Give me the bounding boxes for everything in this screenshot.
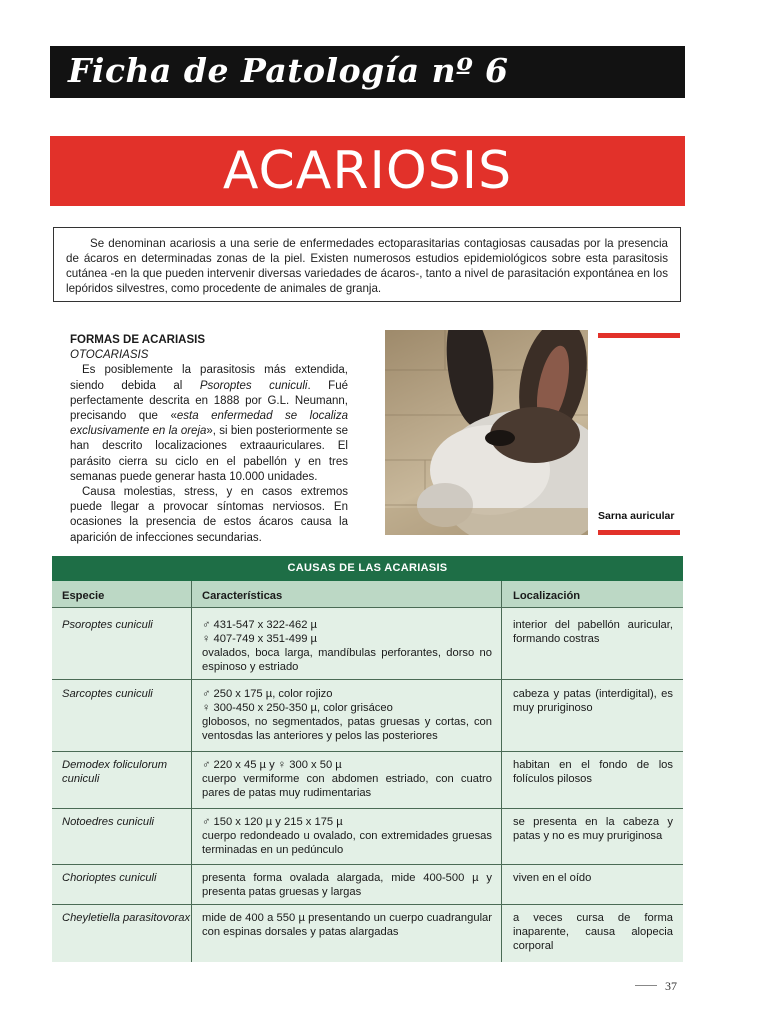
article-subheading: OTOCARIASIS — [70, 349, 149, 362]
causes-table — [52, 556, 683, 962]
column-header-localizacion: Localización — [513, 590, 581, 602]
table-row-characteristics — [202, 758, 492, 800]
table-row-characteristics — [202, 815, 492, 857]
table-row-location: viven en el oído — [513, 872, 592, 884]
article-p1-species: Psoroptes cuniculi — [199, 379, 308, 392]
characteristic-line: mide de 400 a 550 µ presentando un cuerpo cuadrangular con espinas dorsales y patas alargadas — [202, 912, 492, 938]
column-header-caracteristicas: Características — [202, 590, 283, 602]
article-p1-b: . Fué perfectamente descrita en 1888 por G.L. Neumann, precisando que « — [70, 379, 348, 423]
rabbit-photo — [385, 330, 588, 535]
table-row-location: interior del pabellón auricular, formando costras — [513, 619, 673, 645]
table-row-species: Chorioptes cuniculi — [62, 872, 157, 884]
intro-box — [53, 227, 681, 302]
table-row-location: a veces cursa de forma inaparente, causa alopecia corporal — [513, 912, 673, 952]
article-p1-c: », si bien posteriormente se han descrito localizaciones extraauriculares. El parásito cierra su ciclo en el pabellón y en tres semanas puede generar hasta 10.000 unidades. — [70, 425, 348, 483]
characteristic-line: presenta forma ovalada alargada, mide 400-500 µ y presenta patas gruesas y largas — [202, 872, 492, 898]
row-divider — [52, 808, 683, 809]
article-paragraph-2: Causa molestias, stress, y en casos extremos puede llegar a provocar síntomas nerviosos. En ocasiones la presencia de estos ácaros causa la aparición de infecciones secundarias. — [70, 486, 348, 544]
header-bar — [50, 46, 685, 98]
row-divider — [52, 864, 683, 865]
characteristic-line: cuerpo redondeado u ovalado, con extremidades gruesas terminadas en un pedúnculo — [202, 830, 492, 856]
article-p1-quote: esta enfermedad se localiza exclusivamente en la oreja — [70, 410, 348, 438]
rabbit-illustration — [385, 330, 588, 535]
title-band — [50, 136, 685, 206]
characteristic-line: ♀ 300-450 x 250-350 µ, color grisáceo — [202, 702, 393, 714]
article-heading: FORMAS DE ACARIASIS — [70, 334, 206, 346]
article-p1-a: Es posiblemente la parasitosis más extendida, siendo debida al — [70, 364, 348, 392]
characteristic-line: ♂ 150 x 120 µ y 215 x 175 µ — [202, 816, 343, 828]
table-header-row — [52, 581, 683, 607]
caption-rule-top — [598, 333, 680, 338]
caption-rule-bottom — [598, 530, 680, 535]
table-row-location: se presenta en la cabeza y patas y no es muy pruriginosa — [513, 816, 673, 842]
header-title: Ficha de Patología nº 6 — [68, 51, 509, 90]
intro-text: Se denominan acariosis a una serie de enfermedades ectoparasitarias contagiosas causadas por la presencia de ácaros en determinadas zonas de la piel. Existen numerosos estudios epidemiológicos sobre esta parasitosis cutánea -en la que pueden intervenir diversas variedades de ácaros-, tanto a nivel de parasitación expontánea en los lepóridos silvestres, como procedente de animales de granja. — [66, 237, 668, 295]
article-paragraph-1 — [70, 363, 348, 485]
row-divider — [52, 751, 683, 752]
table-row-characteristics — [202, 618, 492, 674]
photo-caption: Sarna auricular — [598, 510, 675, 522]
table-row-species: Psoroptes cuniculi — [62, 619, 153, 631]
characteristic-line: cuerpo vermiforme con abdomen estriado, con cuatro pares de patas muy rudimentarias — [202, 773, 492, 799]
table-row-species: Cheyletiella parasitovorax — [62, 912, 191, 924]
column-header-especie: Especie — [62, 590, 105, 602]
table-row-species: Notoedres cuniculi — [62, 816, 155, 828]
characteristic-line: ♂ 431-547 x 322-462 µ — [202, 619, 317, 631]
table-row-characteristics — [202, 687, 492, 743]
table-row-species: Sarcoptes cuniculi — [62, 688, 153, 700]
characteristic-line: ♂ 250 x 175 µ, color rojizo — [202, 688, 333, 700]
page-number: 37 — [665, 979, 677, 993]
table-row-location: cabeza y patas (interdigital), es muy pruriginoso — [513, 688, 673, 714]
page-title: ACARIOSIS — [222, 141, 513, 201]
characteristic-line: globosos, no segmentados, patas gruesas y cortas, con ventosdas las anteriores y pelos las posteriores — [202, 716, 492, 742]
table-title: CAUSAS DE LAS ACARIASIS — [52, 556, 683, 581]
characteristic-line: ovalados, boca larga, mandíbulas perforantes, dorso no espinoso y estriado — [202, 647, 492, 673]
table-row-characteristics — [202, 871, 492, 899]
row-divider — [52, 607, 683, 608]
table-row-characteristics — [202, 911, 492, 939]
row-divider — [52, 679, 683, 680]
article — [70, 333, 348, 546]
table-row-species: Demodex foliculorum cuniculi — [62, 759, 168, 785]
row-divider — [52, 904, 683, 905]
characteristic-line: ♂ 220 x 45 µ y ♀ 300 x 50 µ — [202, 759, 342, 771]
characteristic-line: ♀ 407-749 x 351-499 µ — [202, 633, 317, 645]
table-row-location: habitan en el fondo de los folículos pilosos — [513, 759, 673, 785]
page-number-rule — [635, 985, 657, 986]
